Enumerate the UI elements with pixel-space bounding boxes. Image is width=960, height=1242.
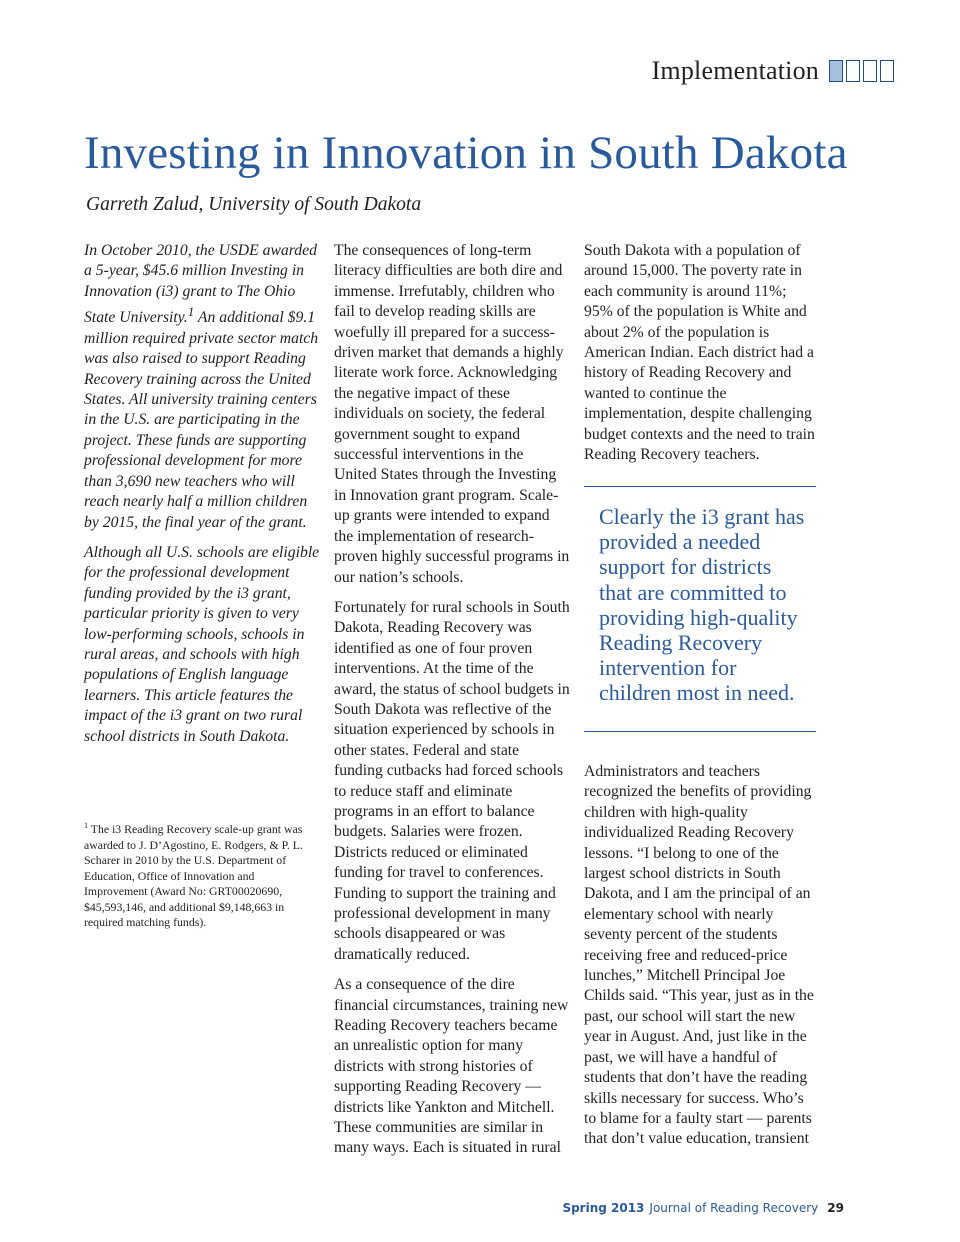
body-column-3-top bbox=[584, 241, 816, 475]
section-box-filled bbox=[829, 60, 843, 82]
section-boxes-icon bbox=[829, 60, 894, 82]
page-footer bbox=[562, 1201, 844, 1215]
body-paragraph-1: The consequences of long-term literacy difficulties are both dire and immense. Irrefutably, children who fail to develop reading skills are woefully ill prepared for a success-driven market that demands a highly literate work force. Acknowledging the negative impact of these individuals on society, the federal government sought to expand successful interventions in the United States through the Investing in Innovation grant program. Scale-up grants were intended to expand the implementation of research-proven highly successful programs in our nation’s schools. bbox=[334, 242, 570, 586]
footer-season: Spring 2013 bbox=[562, 1201, 645, 1215]
body-column-2 bbox=[334, 241, 570, 1169]
article-byline: Garreth Zalud, University of South Dakota bbox=[86, 194, 422, 215]
intro-paragraph-1 bbox=[84, 241, 320, 533]
page-number: 29 bbox=[827, 1201, 844, 1215]
intro-p1-text-cont: An additional $9.1 million required private sector match was also raised to support Reading Recovery training across the United States. All university training centers in the U.S. are participating in the project. These funds are supporting professional development for more than 3,690 new teachers who will reach nearly half a million children by 2015, the final year of the grant. bbox=[84, 309, 319, 531]
footnote-text: The i3 Reading Recovery scale-up grant was awarded to J. D’Agostino, E. Rodgers, & P. L. Scharer in 2010 by the U.S. Department of Education, Office of Innovation and Improvement (Award No: GRT00020690, $45,593,146, and additional $9,148,663 in required matching funds). bbox=[84, 821, 303, 930]
footer-journal: Journal of Reading Recovery bbox=[649, 1201, 819, 1215]
body-paragraph-3: As a consequence of the dire financial circumstances, training new Reading Recovery teachers became an unrealistic option for many districts with strong histories of supporting Reading Recovery — districts like Yankton and Mitchell. These communities are similar in many ways. Each is situated in rural bbox=[334, 976, 569, 1157]
section-box bbox=[863, 60, 877, 82]
footnote-marker: 1 bbox=[84, 821, 88, 830]
intro-p1-text: In October 2010, the USDE awarded a 5-year, $45.6 million Investing in Innovation (i3) grant to The Ohio State University. bbox=[84, 242, 317, 327]
footnote-ref: 1 bbox=[187, 304, 195, 320]
intro-paragraph-2: Although all U.S. schools are eligible for the professional development funding provided by the i3 grant, particular priority is given to very low-performing schools, schools in rural areas, and schools with high populations of English language learners. This article features the impact of the i3 grant on two rural school districts in South Dakota. bbox=[84, 543, 320, 745]
article-title: Investing in Innovation in South Dakota bbox=[84, 127, 848, 179]
section-box bbox=[846, 60, 860, 82]
section-box bbox=[880, 60, 894, 82]
pull-quote bbox=[584, 486, 816, 732]
body-paragraph-4: South Dakota with a population of around 15,000. The poverty rate in each community is around 11%; 95% of the population is White and about 2% of the population is American Indian. Each district had a history of Reading Recovery and wanted to continue the implementation, despite challenging budget contexts and the need to train Reading Recovery teachers. bbox=[584, 242, 815, 464]
footnote bbox=[84, 818, 320, 931]
intro-column bbox=[84, 241, 320, 757]
pull-quote-text: Clearly the i3 grant has provided a needed support for districts that are committed to providing high-quality Reading Recovery intervention for children most in need. bbox=[599, 504, 805, 706]
section-header bbox=[652, 56, 894, 86]
body-paragraph-5: Administrators and teachers recognized the benefits of providing children with high-quality individualized Reading Recovery lessons. “I belong to one of the largest school districts in South Dakota, and I am the principal of an elementary school with nearly seventy percent of the students receiving free and reduced-price lunches,” Mitchell Principal Joe Childs said. “This year, just as in the past, our school will start the new year in August. And, just like in the past, we will have a handful of students that don’t have the reading skills necessary for success. Who’s to blame for a faulty start — parents that don’t value education, transient bbox=[584, 763, 814, 1148]
body-paragraph-2: Fortunately for rural schools in South Dakota, Reading Recovery was identified as one of four proven interventions. At the time of the award, the status of school budgets in South Dakota was reflective of the situation experienced by schools in other states. Federal and state funding cutbacks had forced schools to reduce staff and eliminate programs in an effort to balance budgets. Salaries were frozen. Districts reduced or eliminated funding for travel to conferences. Funding to support the training and professional development in many schools disappeared or was dramatically reduced. bbox=[334, 598, 570, 963]
section-label: Implementation bbox=[651, 56, 819, 85]
body-column-3-bottom bbox=[584, 762, 816, 1160]
